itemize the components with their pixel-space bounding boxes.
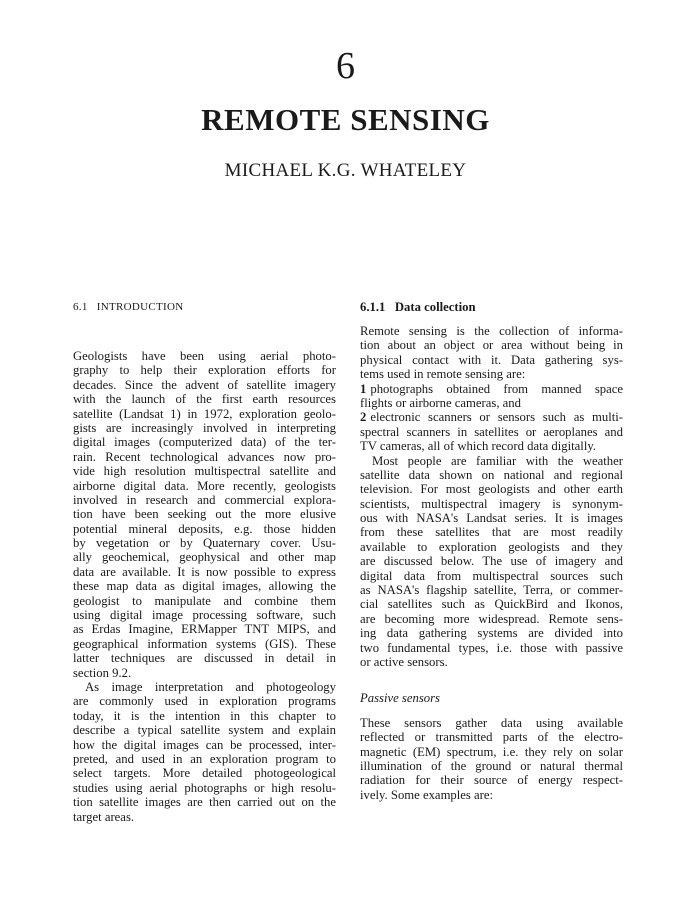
line-text: select targets. More detailed photogeological [73, 766, 336, 781]
line-text: graphy to help their exploration efforts for [73, 363, 336, 378]
text-line [360, 612, 623, 626]
line-text: tion about an object or area without being in [360, 338, 623, 353]
line-text: These sensors gather data using available [360, 715, 623, 730]
line-text: section 9.2. [73, 665, 132, 680]
text-line [73, 493, 336, 507]
line-text: tems used in remote sensing are: [360, 367, 526, 382]
line-text: two fundamental types, i.e. those with passive [360, 640, 623, 655]
line-text: ally geochemical, geophysical and other map [73, 550, 336, 565]
line-text: As image interpretation and photogeology [85, 679, 336, 694]
line-text: magnetic (EM) spectrum, i.e. they rely on solar [360, 744, 623, 759]
line-text: illumination of the ground or natural thermal [360, 758, 623, 773]
text-line [73, 666, 336, 680]
text-line [73, 378, 336, 392]
line-text: with the launch of the first earth resources [73, 392, 336, 407]
text-line [73, 680, 336, 694]
text-line [360, 569, 623, 583]
text-line [360, 525, 623, 539]
text-line [73, 651, 336, 665]
chapter-number: 6 [336, 45, 355, 87]
text-line [360, 626, 623, 640]
chapter-title: REMOTE SENSING [201, 102, 490, 137]
text-line [73, 392, 336, 406]
text-line [73, 795, 336, 809]
line-text: Most people are familiar with the weather [372, 453, 623, 468]
text-line [73, 435, 336, 449]
text-line [360, 425, 623, 439]
line-text: from these satellites that are most readily [360, 525, 623, 540]
text-line [73, 694, 336, 708]
text-line [360, 439, 623, 453]
text-line [360, 353, 623, 367]
text-line [360, 367, 623, 381]
text-line [73, 766, 336, 780]
text-line [73, 550, 336, 564]
line-text: describe a typical satellite system and explain [73, 723, 336, 738]
text-line [73, 479, 336, 493]
line-text: gists are increasingly involved in interpreting [73, 420, 336, 435]
text-line [73, 709, 336, 723]
paragraph [73, 680, 336, 824]
left-body-text [73, 349, 336, 824]
line-text: Remote sensing is the collection of informa- [360, 324, 623, 338]
line-text: ous with NASA's Landsat series. It is images [360, 511, 623, 526]
text-line [360, 554, 623, 568]
text-line [73, 565, 336, 579]
text-line [360, 482, 623, 496]
passive-sensors-heading: Passive sensors [360, 691, 440, 706]
text-line [360, 497, 623, 511]
text-line [360, 396, 623, 410]
line-text: involved in research and commercial explora- [73, 492, 336, 507]
line-text: geologist to manipulate and combine them [73, 593, 336, 608]
text-line [73, 738, 336, 752]
paragraph [360, 324, 623, 382]
text-line [360, 454, 623, 468]
line-text: or active sensors. [360, 654, 448, 669]
line-text: satellite data shown on national and regional [360, 467, 623, 482]
line-text: latter techniques are discussed in detail in [73, 651, 336, 666]
text-line [73, 450, 336, 464]
text-line [360, 716, 623, 730]
text-line [360, 788, 623, 802]
text-line [360, 382, 623, 396]
list-number: 2 [360, 410, 367, 425]
line-text: electronic scanners or sensors such as multi- [370, 410, 623, 425]
line-text: television. For most geologists and other earth [360, 482, 623, 497]
line-text: airborne digital data. More recently, geologists [73, 478, 336, 493]
section-heading: 6.1 INTRODUCTION [73, 301, 184, 313]
line-text: tion have been seeking out the more elusive [73, 507, 336, 522]
line-text: photographs obtained from manned space [370, 381, 623, 396]
line-text: physical contact with it. Data gathering sys- [360, 352, 623, 367]
text-line [360, 745, 623, 759]
line-text: cial satellites such as QuickBird and Ikonos, [360, 597, 623, 612]
line-text: are becoming more widespread. Remote sens- [360, 611, 623, 626]
text-line [73, 781, 336, 795]
line-text: these map data as digital images, allowing the [73, 579, 336, 594]
line-text: are commonly used in exploration programs [73, 694, 336, 709]
paragraph [73, 349, 336, 680]
text-line [73, 723, 336, 737]
line-text: vide high resolution multispectral satellite and [73, 464, 336, 479]
line-text: reflected or transmitted parts of the electro- [360, 730, 623, 745]
text-line [73, 421, 336, 435]
text-line [73, 349, 336, 363]
text-line [360, 583, 623, 597]
text-line [73, 407, 336, 421]
text-line [360, 597, 623, 611]
line-text: digital images (computerized data) of the ter- [73, 435, 336, 450]
chapter-author: MICHAEL K.G. WHATELEY [224, 160, 467, 181]
text-line [73, 608, 336, 622]
text-line [360, 324, 623, 338]
paragraph [360, 382, 623, 411]
text-line [73, 594, 336, 608]
line-text: tion satellite images are then carried out on the [73, 795, 336, 810]
text-line [360, 511, 623, 525]
line-text: studies using aerial photographs or high resolu- [73, 780, 336, 795]
paragraph [360, 716, 623, 802]
text-line [73, 637, 336, 651]
text-line [73, 507, 336, 521]
text-line [360, 338, 623, 352]
text-line [73, 810, 336, 824]
list-number: 1 [360, 381, 367, 396]
text-line [360, 540, 623, 554]
right-body-text [360, 324, 623, 669]
right-column [360, 300, 623, 802]
text-line [360, 655, 623, 669]
line-text: flights or airborne cameras, and [360, 395, 521, 410]
line-text: radiation for their source of energy respect- [360, 773, 623, 788]
line-text: today, it is the intention in this chapter to [73, 708, 336, 723]
text-line [360, 468, 623, 482]
text-line [360, 410, 623, 424]
subsection-heading: 6.1.1 Data collection [360, 300, 476, 314]
line-text: TV cameras, all of which record data digitally. [360, 439, 597, 454]
line-text: satellite (Landsat 1) in 1972, exploration geolo- [73, 406, 336, 421]
line-text: as NASA's flagship satellite, Terra, or commer- [360, 583, 623, 598]
text-line [360, 730, 623, 744]
line-text: how the digital images can be processed, inter- [73, 737, 336, 752]
line-text: spectral scanners in satellites or aeroplanes and [360, 424, 623, 439]
text-line [73, 622, 336, 636]
line-text: digital data from multispectral sources such [360, 568, 623, 583]
text-line [73, 752, 336, 766]
line-text: target areas. [73, 809, 135, 824]
line-text: ively. Some examples are: [360, 787, 494, 802]
line-text: scientists, multispectral imagery is synonym- [360, 496, 623, 511]
line-text: available to exploration geologists and they [360, 539, 623, 554]
passive-sensors-text [360, 716, 623, 802]
text-line [73, 363, 336, 377]
line-text: geographical information systems (GIS). These [73, 636, 336, 651]
line-text: by vegetation or by Quaternary cover. Usu- [73, 536, 336, 551]
line-text: potential mineral deposits, e.g. those hidden [73, 521, 336, 536]
left-column [73, 300, 336, 824]
line-text: as Erdas Imagine, ERMapper TNT MIPS, and [73, 622, 336, 637]
line-text: ing data gathering systems are divided into [360, 626, 623, 641]
line-text: data are available. It is now possible to express [73, 564, 336, 579]
text-line [360, 759, 623, 773]
text-line [360, 773, 623, 787]
line-text: are discussed below. The use of imagery and [360, 554, 623, 569]
line-text: preted, and used in an exploration program to [73, 751, 336, 766]
paragraph [360, 410, 623, 453]
text-line [73, 522, 336, 536]
line-text: using digital image processing software, such [73, 608, 336, 623]
line-text: rain. Recent technological advances now pro- [73, 449, 336, 464]
text-line [73, 464, 336, 478]
text-line [73, 579, 336, 593]
paragraph [360, 454, 623, 670]
text-line [73, 536, 336, 550]
line-text: Geologists have been using aerial photo- [73, 349, 336, 363]
line-text: decades. Since the advent of satellite imagery [73, 377, 336, 392]
text-line [360, 641, 623, 655]
